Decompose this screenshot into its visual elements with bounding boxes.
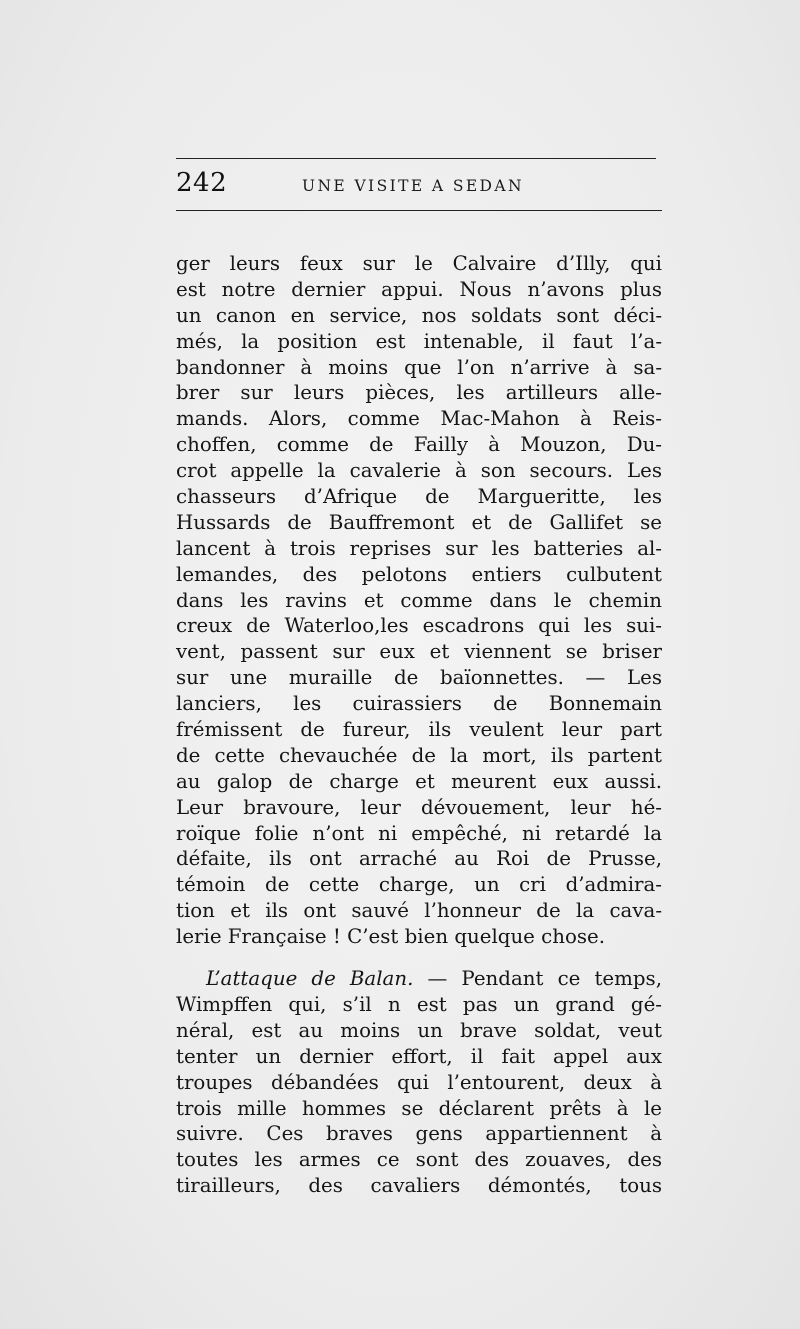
text-line: bandonner à moins que l’on n’arrive à sa- (176, 355, 662, 379)
text-line: mands. Alors, comme Mac-Mahon à Reis- (176, 407, 662, 431)
text-line: Leur bravoure, leur dévouement, leur hé- (176, 795, 662, 819)
text-line: de cette chevauchée de la mort, ils partent (176, 743, 662, 767)
paragraph-1 (176, 251, 662, 950)
text-line: est notre dernier appui. Nous n’avons plus (176, 277, 662, 301)
text-line: Wimpffen qui, s’il n est pas un grand gé- (176, 992, 662, 1016)
text-line: au galop de charge et meurent eux aussi. (176, 769, 662, 793)
text-line: trois mille hommes se déclarent prêts à le (176, 1096, 662, 1120)
text-line: défaite, ils ont arraché au Roi de Prusse, (176, 847, 662, 871)
text-line-first (176, 966, 662, 992)
header-top-rule (176, 158, 656, 159)
header-bottom-rule (176, 210, 662, 211)
text-line: dans les ravins et comme dans le chemin (176, 588, 662, 612)
text-line: choffen, comme de Failly à Mouzon, Du- (176, 433, 662, 457)
text-line: sur une muraille de baïonnettes. — Les (176, 666, 662, 690)
text-line: Hussards de Bauffremont et de Gallifet se (176, 510, 662, 534)
text-line: vent, passent sur eux et viennent se briser (176, 640, 662, 664)
text-line: chasseurs d’Afrique de Margueritte, les (176, 485, 662, 509)
text-line: roïque folie n’ont ni empêché, ni retardé la (176, 821, 662, 845)
text-line: lancent à trois reprises sur les batteries al- (176, 536, 662, 560)
lead-continuation: — Pendant ce temps, (413, 967, 663, 991)
paragraph-2 (176, 966, 662, 1199)
text-line: brer sur leurs pièces, les artilleurs alle- (176, 381, 662, 405)
text-line: tirailleurs, des cavaliers démontés, tous (176, 1174, 662, 1198)
running-head: UNE VISITE A SEDAN (302, 177, 524, 195)
text-line: troupes débandées qui l’entourent, deux à (176, 1070, 662, 1094)
body-text (176, 251, 662, 1199)
text-line: suivre. Ces braves gens appartiennent à (176, 1122, 662, 1146)
text-line: tenter un dernier effort, il fait appel aux (176, 1044, 662, 1068)
text-line: més, la position est intenable, il faut l’a- (176, 329, 662, 353)
section-lead: L’attaque de Balan. (206, 967, 414, 991)
paragraph-gap (176, 950, 662, 966)
text-line: frémissent de fureur, ils veulent leur part (176, 718, 662, 742)
text-line: lerie Française ! C’est bien quelque chose. (176, 925, 606, 949)
text-line: un canon en service, nos soldats sont déci- (176, 303, 662, 327)
text-line: lemandes, des pelotons entiers culbutent (176, 562, 662, 586)
page-header (176, 168, 662, 204)
text-line: toutes les armes ce sont des zouaves, des (176, 1148, 662, 1172)
text-line: tion et ils ont sauvé l’honneur de la cava- (176, 899, 662, 923)
page-number: 242 (176, 168, 228, 198)
text-line: crot appelle la cavalerie à son secours. Les (176, 459, 662, 483)
text-line: lanciers, les cuirassiers de Bonnemain (176, 692, 662, 716)
text-line: témoin de cette charge, un cri d’admira- (176, 873, 662, 897)
text-line: creux de Waterloo,les escadrons qui les sui- (176, 614, 662, 638)
text-line: ger leurs feux sur le Calvaire d’Illy, qui (176, 252, 662, 275)
text-line: néral, est au moins un brave soldat, veut (176, 1018, 662, 1042)
